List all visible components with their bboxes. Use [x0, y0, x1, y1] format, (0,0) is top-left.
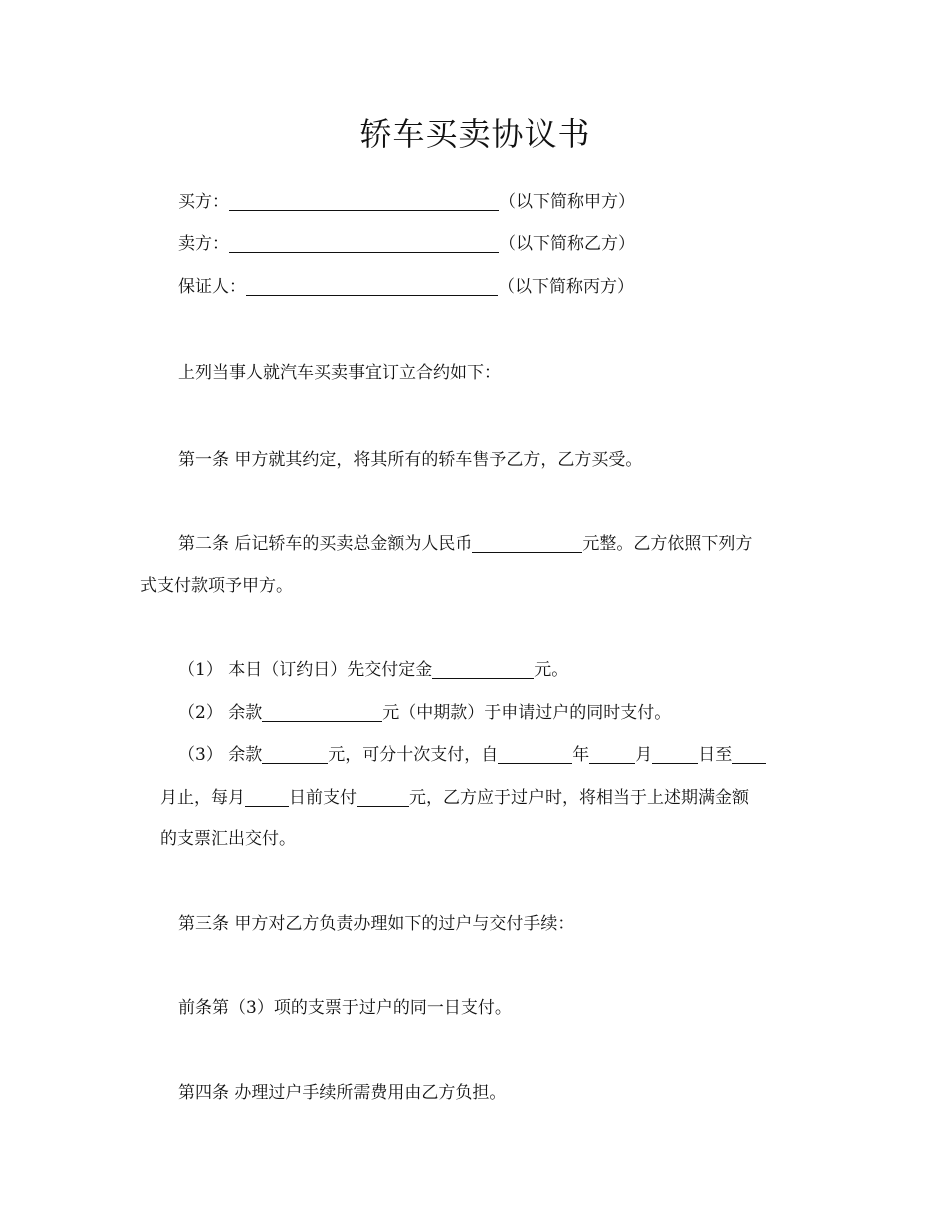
item-3-text-4: 月	[635, 745, 653, 765]
item-2-line	[178, 700, 671, 726]
seller-label: 卖方：	[178, 234, 229, 254]
item-3-text-7: 日前支付	[289, 788, 357, 808]
article-1: 第一条 甲方就其约定，将其所有的轿车售予乙方，乙方买受。	[178, 450, 643, 470]
monthly-amount-blank[interactable]	[357, 786, 409, 807]
end-blank[interactable]	[732, 743, 766, 764]
seller-note: （以下简称乙方）	[499, 234, 635, 254]
document-title: 轿车买卖协议书	[359, 115, 591, 153]
buyer-line	[178, 189, 635, 215]
item-3-text-3: 年	[572, 745, 590, 765]
seller-line	[178, 231, 635, 257]
item-2-text-2: 元（中期款）于申请过户的同时支付。	[382, 703, 672, 723]
deposit-blank[interactable]	[432, 658, 534, 679]
seller-blank[interactable]	[229, 232, 499, 253]
start-day-blank[interactable]	[652, 743, 698, 764]
buyer-blank[interactable]	[229, 190, 499, 211]
mid-payment-blank[interactable]	[262, 701, 382, 722]
item-3-line-3: 的支票汇出交付。	[160, 829, 296, 849]
article-3: 第三条 甲方对乙方负责办理如下的过户与交付手续：	[178, 914, 575, 934]
article-2-text-1: 第二条 后记轿车的买卖总金额为人民币	[178, 534, 473, 554]
item-1-text-1: （1） 本日（订约日）先交付定金	[178, 660, 433, 680]
start-year-blank[interactable]	[498, 743, 572, 764]
guarantor-note: （以下简称丙方）	[498, 277, 634, 297]
article-4: 第四条 办理过户手续所需费用由乙方负担。	[178, 1083, 507, 1103]
guarantor-line	[178, 274, 634, 300]
guarantor-label: 保证人：	[178, 277, 246, 297]
item-3-line-2	[160, 785, 749, 811]
item-3-text-1: （3） 余款	[178, 745, 263, 765]
item-2-text-1: （2） 余款	[178, 703, 263, 723]
buyer-note: （以下简称甲方）	[499, 192, 635, 212]
item-1-text-2: 元。	[534, 660, 569, 680]
balance-blank[interactable]	[262, 743, 328, 764]
total-amount-blank[interactable]	[472, 532, 582, 553]
guarantor-blank[interactable]	[246, 275, 498, 296]
start-month-blank[interactable]	[589, 743, 635, 764]
item-3-text-6: 月止，每月	[160, 788, 245, 808]
item-1-line	[178, 657, 568, 683]
item-3-line-1	[178, 742, 766, 768]
previous-clause-note: 前条第（3）项的支票于过户的同一日支付。	[178, 998, 512, 1018]
intro-paragraph: 上列当事人就汽车买卖事宜订立合约如下：	[178, 363, 501, 383]
item-3-text-5: 日至	[698, 745, 733, 765]
item-3-text-8: 元，乙方应于过户时，将相当于上述期满金额	[409, 788, 749, 808]
article-2-line-1	[178, 531, 752, 557]
item-3-text-2: 元，可分十次支付，自	[328, 745, 499, 765]
article-2-text-2: 元整。乙方依照下列方	[582, 534, 753, 554]
buyer-label: 买方：	[178, 192, 229, 212]
monthly-day-blank[interactable]	[245, 786, 289, 807]
article-2-line-2: 式支付款项予甲方。	[140, 576, 293, 596]
